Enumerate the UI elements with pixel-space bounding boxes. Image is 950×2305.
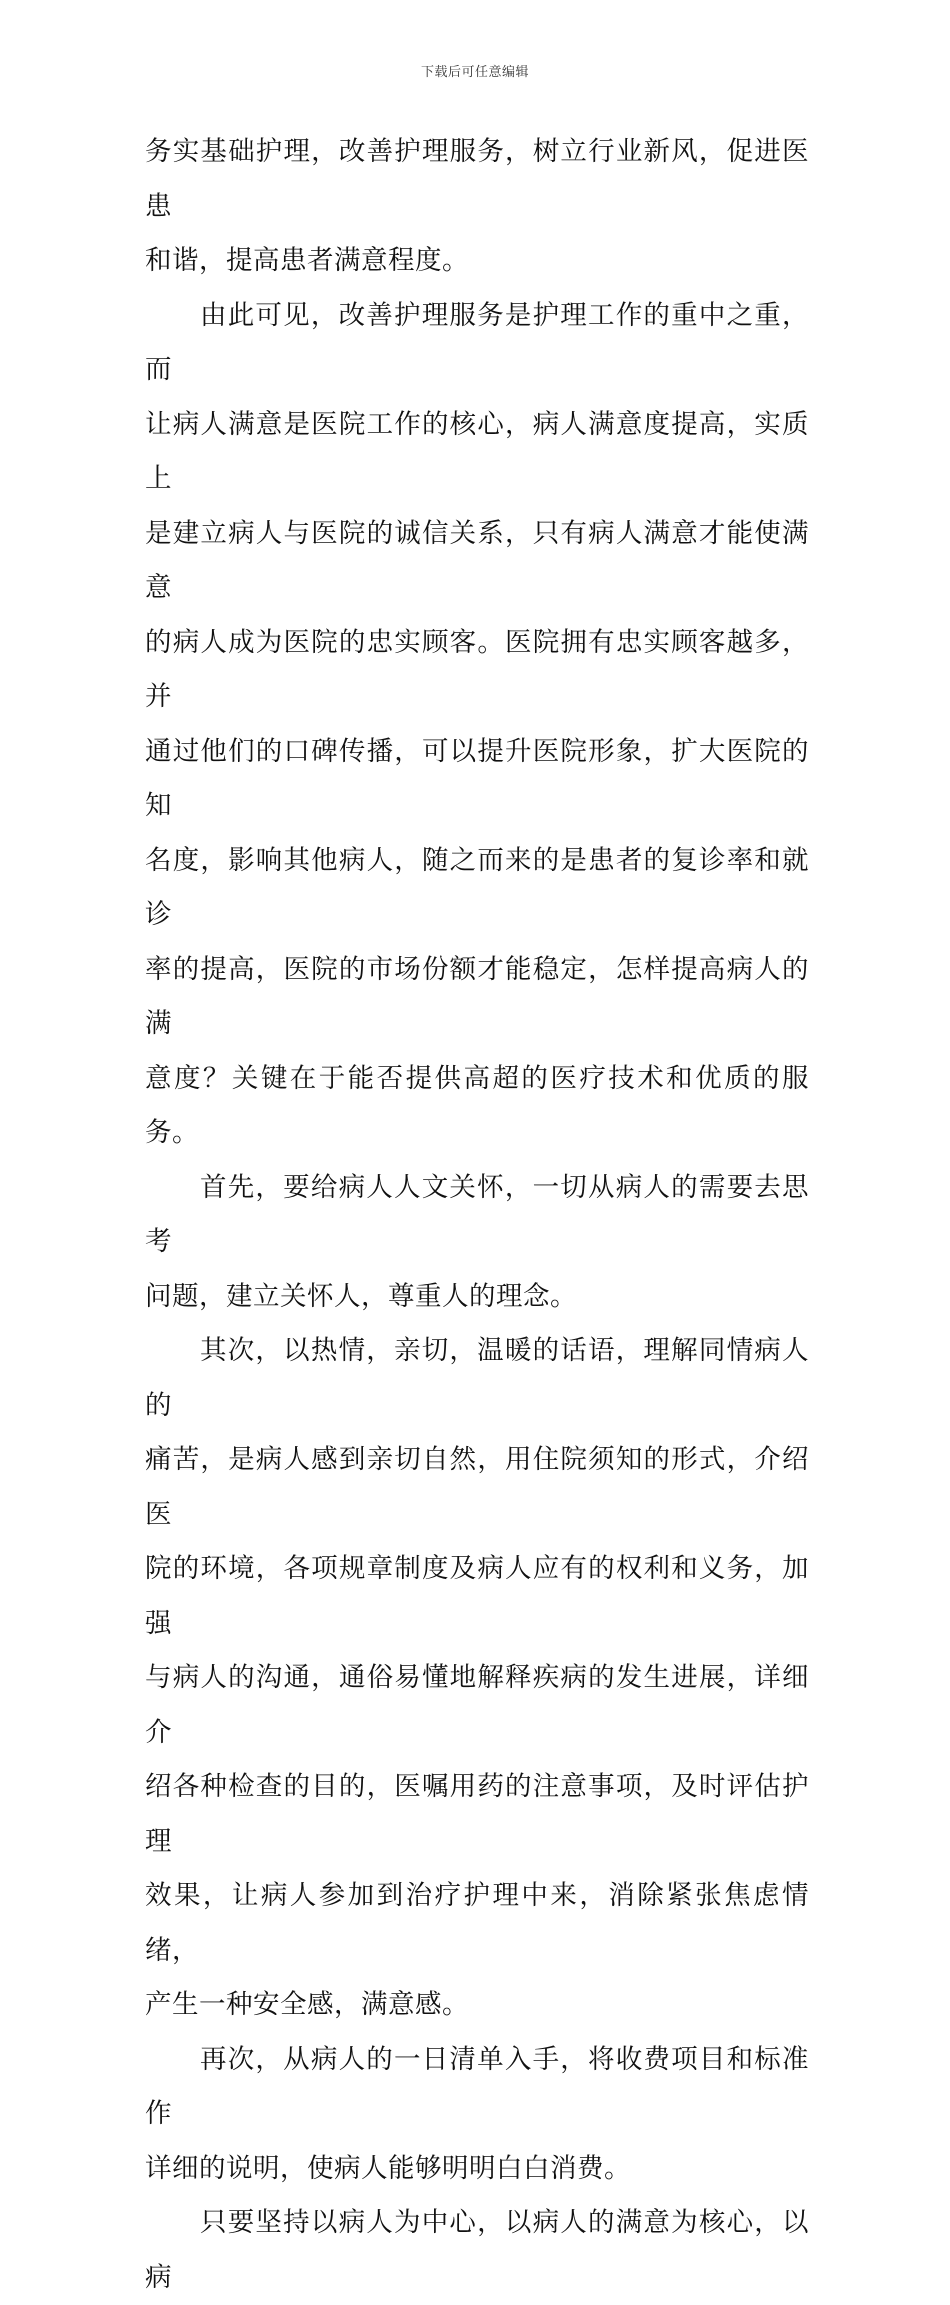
text-line: 院的环境，各项规章制度及病人应有的权利和义务，加强: [145, 1553, 809, 1639]
text-line: 的病人成为医院的忠实顾客。医院拥有忠实顾客越多，并: [145, 626, 809, 712]
text-line: 痛苦，是病人感到亲切自然，用住院须知的形式，介绍医: [145, 1444, 809, 1530]
page-header: 下载后可任意编辑: [420, 65, 529, 80]
text-line: 意度？关键在于能否提供高超的医疗技术和优质的服务。: [145, 1062, 809, 1148]
text-line: 通过他们的口碑传播，可以提升医院形象，扩大医院的知: [145, 735, 809, 821]
text-line: 其次，以热情，亲切，温暖的话语，理解同情病人的: [145, 1335, 809, 1421]
paragraph: [145, 289, 809, 1161]
text-line: 问题，建立关怀人，尊重人的理念。: [145, 1280, 577, 1312]
text-line: 由此可见，改善护理服务是护理工作的重中之重，而: [145, 299, 809, 385]
text-line: 是建立病人与医院的诚信关系，只有病人满意才能使满意: [145, 517, 809, 603]
text-line: 详细的说明，使病人能够明明白白消费。: [145, 2152, 631, 2184]
text-line: 再次，从病人的一日清单入手，将收费项目和标准作: [145, 2043, 809, 2129]
text-line: 务实基础护理，改善护理服务，树立行业新风，促进医患: [145, 136, 809, 222]
text-line: 和谐，提高患者满意程度。: [145, 245, 469, 276]
document-body: [145, 125, 809, 2305]
paragraph: [145, 2196, 809, 2305]
text-line: 名度，影响其他病人，随之而来的是患者的复诊率和就诊: [145, 844, 809, 930]
text-line: 产生一种安全感，满意感。: [145, 1989, 469, 2020]
text-line: 让病人满意是医院工作的核心，病人满意度提高，实质上: [145, 408, 809, 494]
text-line: 绍各种检查的目的，医嘱用药的注意事项，及时评估护理: [145, 1771, 809, 1857]
paragraph: [145, 1161, 809, 1325]
text-line: 效果，让病人参加到治疗护理中来，消除紧张焦虑情绪，: [145, 1880, 809, 1966]
text-line: 只要坚持以病人为中心，以病人的满意为核心，以病: [145, 2207, 809, 2293]
paragraph: [145, 125, 809, 289]
paragraph: [145, 1324, 809, 2033]
text-line: 率的提高，医院的市场份额才能稳定，怎样提高病人的满: [145, 953, 809, 1039]
paragraph: [145, 2033, 809, 2197]
text-line: 与病人的沟通，通俗易懂地解释疾病的发生进展，详细介: [145, 1662, 809, 1748]
text-line: 首先，要给病人人文关怀，一切从病人的需要去思考: [145, 1171, 809, 1257]
